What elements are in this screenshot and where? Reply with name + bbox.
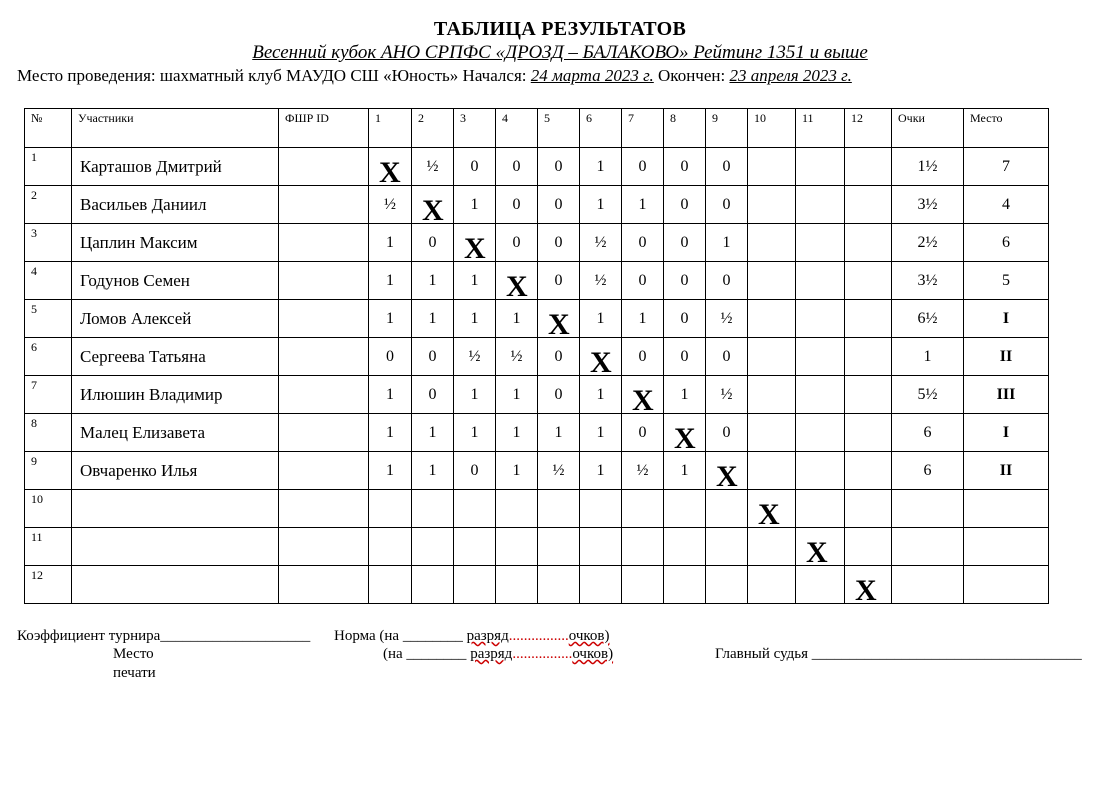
end-date: 23 апреля 2023 г. bbox=[729, 66, 852, 85]
result-cell: ½ bbox=[706, 376, 748, 414]
result-cell bbox=[796, 186, 845, 224]
column-header: 12 bbox=[845, 109, 892, 148]
result-cell: 1 bbox=[580, 186, 622, 224]
points-cell: 6 bbox=[892, 414, 964, 452]
points-cell bbox=[892, 528, 964, 566]
stamp-place-label: Место bbox=[113, 646, 154, 662]
table-row bbox=[25, 300, 1049, 338]
result-cell: 1 bbox=[412, 414, 454, 452]
result-cell bbox=[369, 490, 412, 528]
table-row bbox=[25, 376, 1049, 414]
participant-name: Годунов Семен bbox=[72, 262, 279, 300]
participant-name: Карташов Дмитрий bbox=[72, 148, 279, 186]
fshr-id bbox=[279, 376, 369, 414]
row-number: 9 bbox=[25, 452, 72, 490]
result-cell bbox=[538, 490, 580, 528]
fshr-id bbox=[279, 186, 369, 224]
result-cell: 0 bbox=[496, 148, 538, 186]
row-number: 7 bbox=[25, 376, 72, 414]
table-row bbox=[25, 338, 1049, 376]
row-number: 1 bbox=[25, 148, 72, 186]
result-cell: 0 bbox=[706, 186, 748, 224]
result-cell: 1 bbox=[369, 452, 412, 490]
fshr-id bbox=[279, 300, 369, 338]
participant-name: Сергеева Татьяна bbox=[72, 338, 279, 376]
result-cell: 0 bbox=[664, 262, 706, 300]
fshr-id bbox=[279, 224, 369, 262]
result-cell bbox=[454, 528, 496, 566]
result-cell bbox=[538, 528, 580, 566]
result-cell: 0 bbox=[622, 148, 664, 186]
cross-mark: X bbox=[806, 536, 828, 569]
table-body bbox=[25, 148, 1049, 607]
self-cell bbox=[496, 262, 538, 303]
table-row bbox=[25, 414, 1049, 452]
coefficient-line: Коэффициент турнира____________________ bbox=[17, 628, 311, 644]
row-number: 2 bbox=[25, 186, 72, 224]
result-cell bbox=[748, 566, 796, 604]
self-cell bbox=[369, 148, 412, 189]
table-row bbox=[25, 566, 1049, 604]
result-cell: 0 bbox=[538, 186, 580, 224]
points-cell: 1½ bbox=[892, 148, 964, 186]
column-header: 6 bbox=[580, 109, 622, 148]
cross-mark: X bbox=[855, 574, 877, 607]
tournament-subtitle bbox=[0, 42, 1120, 64]
participant-name bbox=[72, 566, 279, 604]
result-cell: 0 bbox=[664, 148, 706, 186]
points-cell: 3½ bbox=[892, 186, 964, 224]
result-cell: 0 bbox=[706, 262, 748, 300]
result-cell bbox=[706, 528, 748, 566]
row-number: 6 bbox=[25, 338, 72, 376]
column-header: 5 bbox=[538, 109, 580, 148]
column-header: 2 bbox=[412, 109, 454, 148]
column-header: 3 bbox=[454, 109, 496, 148]
place-cell: 6 bbox=[964, 224, 1049, 262]
result-cell: ½ bbox=[580, 224, 622, 262]
cross-mark: X bbox=[422, 194, 444, 227]
table-row bbox=[25, 528, 1049, 566]
result-cell bbox=[496, 566, 538, 604]
result-cell bbox=[538, 566, 580, 604]
result-cell bbox=[748, 414, 796, 452]
fshr-id bbox=[279, 452, 369, 490]
row-number: 10 bbox=[25, 490, 72, 528]
self-cell bbox=[454, 224, 496, 265]
result-cell bbox=[412, 490, 454, 528]
result-cell: 0 bbox=[538, 338, 580, 376]
place-cell: I bbox=[964, 414, 1049, 452]
result-cell bbox=[845, 262, 892, 300]
result-cell bbox=[496, 528, 538, 566]
cross-mark: X bbox=[758, 498, 780, 531]
result-cell: ½ bbox=[622, 452, 664, 490]
cross-mark: X bbox=[674, 422, 696, 455]
result-cell: ½ bbox=[580, 262, 622, 300]
result-cell: 0 bbox=[664, 224, 706, 262]
header-row bbox=[25, 109, 1049, 148]
cross-mark: X bbox=[632, 384, 654, 417]
result-cell bbox=[748, 528, 796, 566]
result-cell: 0 bbox=[412, 338, 454, 376]
chief-judge-line: Главный судья ____________________________________ bbox=[715, 646, 1082, 662]
table-row bbox=[25, 262, 1049, 300]
result-cell bbox=[845, 186, 892, 224]
result-cell: 0 bbox=[454, 148, 496, 186]
result-cell: 0 bbox=[496, 224, 538, 262]
result-cell bbox=[845, 376, 892, 414]
points-cell: 6½ bbox=[892, 300, 964, 338]
place-cell: II bbox=[964, 338, 1049, 376]
result-cell: 1 bbox=[369, 224, 412, 262]
result-cell bbox=[796, 452, 845, 490]
result-cell: 1 bbox=[412, 262, 454, 300]
result-cell: 1 bbox=[369, 376, 412, 414]
result-cell: 1 bbox=[622, 186, 664, 224]
result-cell: 0 bbox=[622, 338, 664, 376]
place-cell: II bbox=[964, 452, 1049, 490]
result-cell bbox=[796, 262, 845, 300]
participant-name: Васильев Даниил bbox=[72, 186, 279, 224]
fshr-id bbox=[279, 262, 369, 300]
result-cell bbox=[664, 490, 706, 528]
fshr-id bbox=[279, 148, 369, 186]
result-cell: 1 bbox=[454, 414, 496, 452]
result-cell bbox=[748, 148, 796, 186]
participant-name: Цаплин Максим bbox=[72, 224, 279, 262]
norm-prefix-1: Норма (на ________ bbox=[334, 628, 467, 644]
column-header: Участники bbox=[72, 109, 279, 148]
result-cell bbox=[796, 338, 845, 376]
self-cell bbox=[748, 490, 796, 531]
norm-line-2 bbox=[383, 646, 613, 663]
result-cell bbox=[748, 224, 796, 262]
dots-1: ................ bbox=[508, 628, 569, 644]
subtitle-text: Весенний кубок АНО СРПФС «ДРОЗД – БАЛАКОВО» Рейтинг 1351 и выше bbox=[252, 42, 868, 63]
row-number: 4 bbox=[25, 262, 72, 300]
self-cell bbox=[845, 566, 892, 607]
result-cell bbox=[412, 528, 454, 566]
self-cell bbox=[580, 338, 622, 379]
result-cell bbox=[845, 148, 892, 186]
result-cell: ½ bbox=[369, 186, 412, 224]
result-cell bbox=[580, 528, 622, 566]
end-label: Окончен: bbox=[653, 66, 730, 85]
column-header: ФШР ID bbox=[279, 109, 369, 148]
result-cell bbox=[664, 528, 706, 566]
start-date: 24 марта 2023 г. bbox=[530, 66, 654, 85]
result-cell: 0 bbox=[622, 414, 664, 452]
result-cell: 0 bbox=[538, 262, 580, 300]
cross-mark: X bbox=[379, 156, 401, 189]
cross-mark: X bbox=[506, 270, 528, 303]
result-cell bbox=[664, 566, 706, 604]
result-cell: 0 bbox=[496, 186, 538, 224]
result-cell bbox=[845, 528, 892, 566]
participant-name bbox=[72, 490, 279, 528]
place-cell bbox=[964, 528, 1049, 566]
participant-name: Овчаренко Илья bbox=[72, 452, 279, 490]
result-cell: 1 bbox=[496, 452, 538, 490]
self-cell bbox=[664, 414, 706, 455]
result-cell: 1 bbox=[369, 414, 412, 452]
result-cell bbox=[748, 186, 796, 224]
table-row bbox=[25, 452, 1049, 490]
row-number: 11 bbox=[25, 528, 72, 566]
result-cell bbox=[748, 338, 796, 376]
ochkov-1: очков) bbox=[568, 628, 610, 644]
fshr-id bbox=[279, 490, 369, 528]
result-cell: 1 bbox=[454, 186, 496, 224]
result-cell: 0 bbox=[454, 452, 496, 490]
norm-prefix-2: (на ________ bbox=[383, 646, 471, 662]
column-header: 7 bbox=[622, 109, 664, 148]
table-row bbox=[25, 490, 1049, 528]
cross-mark: X bbox=[716, 460, 738, 493]
column-header: 10 bbox=[748, 109, 796, 148]
result-cell: 0 bbox=[664, 186, 706, 224]
fshr-id bbox=[279, 414, 369, 452]
self-cell bbox=[538, 300, 580, 341]
result-cell bbox=[796, 490, 845, 528]
participant-name bbox=[72, 528, 279, 566]
results-table bbox=[24, 108, 1049, 607]
result-cell: 0 bbox=[706, 148, 748, 186]
result-cell: 1 bbox=[664, 376, 706, 414]
column-header: 4 bbox=[496, 109, 538, 148]
points-cell: 6 bbox=[892, 452, 964, 490]
result-cell: 1 bbox=[369, 262, 412, 300]
result-cell: 1 bbox=[454, 300, 496, 338]
result-cell: 0 bbox=[622, 224, 664, 262]
result-cell bbox=[622, 490, 664, 528]
fshr-id bbox=[279, 338, 369, 376]
result-cell bbox=[796, 148, 845, 186]
place-cell bbox=[964, 566, 1049, 604]
result-cell: 1 bbox=[496, 414, 538, 452]
table-row bbox=[25, 224, 1049, 262]
self-cell bbox=[706, 452, 748, 493]
row-number: 12 bbox=[25, 566, 72, 604]
result-cell bbox=[845, 338, 892, 376]
self-cell bbox=[796, 528, 845, 569]
row-number: 3 bbox=[25, 224, 72, 262]
table-row bbox=[25, 186, 1049, 224]
result-cell bbox=[454, 490, 496, 528]
result-cell bbox=[748, 452, 796, 490]
result-cell: 1 bbox=[412, 452, 454, 490]
fshr-id bbox=[279, 566, 369, 604]
result-cell bbox=[706, 566, 748, 604]
result-cell bbox=[369, 528, 412, 566]
column-header: Место bbox=[964, 109, 1049, 148]
result-cell: 1 bbox=[369, 300, 412, 338]
result-cell: ½ bbox=[538, 452, 580, 490]
result-cell: 1 bbox=[496, 300, 538, 338]
column-header: 11 bbox=[796, 109, 845, 148]
cross-mark: X bbox=[590, 346, 612, 379]
result-cell bbox=[796, 224, 845, 262]
self-cell bbox=[412, 186, 454, 227]
result-cell bbox=[796, 300, 845, 338]
result-cell: ½ bbox=[412, 148, 454, 186]
result-cell bbox=[454, 566, 496, 604]
result-cell: 0 bbox=[664, 300, 706, 338]
fshr-id bbox=[279, 528, 369, 566]
result-cell bbox=[796, 414, 845, 452]
venue-line bbox=[17, 66, 852, 86]
result-cell: 0 bbox=[538, 224, 580, 262]
result-cell bbox=[622, 566, 664, 604]
result-cell: 1 bbox=[538, 414, 580, 452]
place-cell: I bbox=[964, 300, 1049, 338]
result-cell bbox=[369, 566, 412, 604]
place-cell bbox=[964, 490, 1049, 528]
result-cell: 1 bbox=[622, 300, 664, 338]
result-cell: 0 bbox=[664, 338, 706, 376]
place-cell: 7 bbox=[964, 148, 1049, 186]
result-cell bbox=[845, 224, 892, 262]
result-cell: 1 bbox=[580, 148, 622, 186]
razryad-1: разряд bbox=[466, 628, 509, 644]
result-cell: 1 bbox=[706, 224, 748, 262]
points-cell bbox=[892, 490, 964, 528]
cross-mark: X bbox=[548, 308, 570, 341]
result-cell bbox=[748, 300, 796, 338]
participant-name: Илюшин Владимир bbox=[72, 376, 279, 414]
points-cell: 3½ bbox=[892, 262, 964, 300]
points-cell: 1 bbox=[892, 338, 964, 376]
result-cell: 0 bbox=[706, 414, 748, 452]
result-cell: 1 bbox=[454, 262, 496, 300]
stamp-label: печати bbox=[113, 665, 156, 681]
result-cell: 1 bbox=[496, 376, 538, 414]
result-cell bbox=[412, 566, 454, 604]
result-cell: ½ bbox=[706, 300, 748, 338]
row-number: 8 bbox=[25, 414, 72, 452]
column-header: 1 bbox=[369, 109, 412, 148]
result-cell bbox=[796, 566, 845, 604]
result-cell bbox=[748, 262, 796, 300]
column-header: Очки bbox=[892, 109, 964, 148]
place-cell: 5 bbox=[964, 262, 1049, 300]
result-cell: 0 bbox=[706, 338, 748, 376]
column-header: 9 bbox=[706, 109, 748, 148]
result-cell: 0 bbox=[412, 376, 454, 414]
page-title: ТАБЛИЦА РЕЗУЛЬТАТОВ bbox=[433, 18, 687, 40]
razryad-2: разряд bbox=[470, 646, 513, 662]
result-cell bbox=[845, 414, 892, 452]
result-cell bbox=[622, 528, 664, 566]
result-cell: 1 bbox=[580, 452, 622, 490]
result-cell: ½ bbox=[454, 338, 496, 376]
norm-line-1 bbox=[334, 628, 609, 645]
result-cell: 0 bbox=[369, 338, 412, 376]
result-cell bbox=[706, 490, 748, 528]
result-cell: 1 bbox=[580, 414, 622, 452]
result-cell: ½ bbox=[496, 338, 538, 376]
result-cell: 1 bbox=[412, 300, 454, 338]
ochkov-2: очков) bbox=[572, 646, 614, 662]
column-header: 8 bbox=[664, 109, 706, 148]
result-cell: 1 bbox=[580, 376, 622, 414]
place-cell: III bbox=[964, 376, 1049, 414]
result-cell: 0 bbox=[538, 148, 580, 186]
result-cell bbox=[845, 452, 892, 490]
row-number: 5 bbox=[25, 300, 72, 338]
result-cell bbox=[845, 490, 892, 528]
result-cell bbox=[796, 376, 845, 414]
result-cell: 1 bbox=[664, 452, 706, 490]
participant-name: Малец Елизавета bbox=[72, 414, 279, 452]
self-cell bbox=[622, 376, 664, 417]
dots-2: ................ bbox=[512, 646, 573, 662]
result-cell bbox=[580, 490, 622, 528]
result-cell bbox=[748, 376, 796, 414]
column-header: № bbox=[25, 109, 72, 148]
venue-label: Место проведения: шахматный клуб МАУДО СШ «Юность» Начался: bbox=[17, 66, 531, 85]
points-cell bbox=[892, 566, 964, 604]
result-cell bbox=[845, 300, 892, 338]
result-cell: 1 bbox=[454, 376, 496, 414]
result-cell bbox=[496, 490, 538, 528]
cross-mark: X bbox=[464, 232, 486, 265]
result-cell: 0 bbox=[412, 224, 454, 262]
result-cell: 1 bbox=[580, 300, 622, 338]
points-cell: 5½ bbox=[892, 376, 964, 414]
table-row bbox=[25, 148, 1049, 186]
result-cell bbox=[580, 566, 622, 604]
result-cell: 0 bbox=[622, 262, 664, 300]
place-cell: 4 bbox=[964, 186, 1049, 224]
points-cell: 2½ bbox=[892, 224, 964, 262]
participant-name: Ломов Алексей bbox=[72, 300, 279, 338]
result-cell: 0 bbox=[538, 376, 580, 414]
